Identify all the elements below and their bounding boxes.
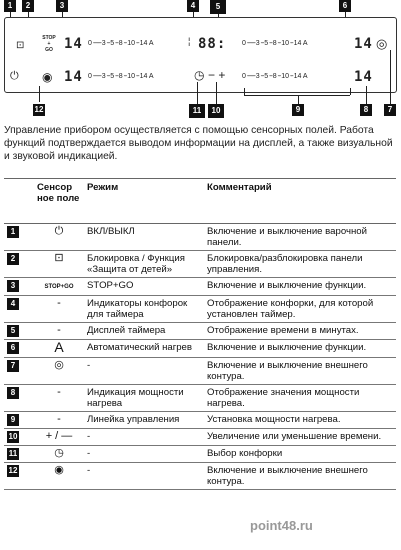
ring-icon: ◉ [42,70,53,84]
table-row [4,340,396,358]
row-number-badge: 7 [7,360,19,372]
row-sensor-field [34,385,84,412]
timer-icon: ◷ [54,447,64,459]
table-row [4,429,396,446]
row-number [4,358,34,385]
power-scale-top-right: 0 ------ 3 -- 5 -- 8 -- 10 -- 14 A [242,40,308,47]
callout-12: 12 [34,105,44,114]
row-sensor-field [34,278,84,296]
row-sensor-field [34,224,84,251]
row-mode: Дисплей таймера [84,323,204,340]
table-row [4,224,396,251]
row-sensor-field [34,358,84,385]
power-display-top-right: 14 [354,36,373,52]
table-row [4,446,396,463]
power-scale-bottom-right: 0 ------ 3 -- 5 -- 8 -- 10 -- 14 A [242,73,308,80]
row-comment: Установка мощности нагрева. [204,412,396,429]
no-icon-dash: - [57,297,61,309]
power-display-top-left: 14 [64,36,83,52]
outer-ring-icon: ◎ [376,36,388,51]
table-row [4,251,396,278]
power-display-bottom-right: 14 [354,69,373,85]
row-number [4,463,34,490]
timer-display: 88: [198,36,227,52]
row-number [4,429,34,446]
ring-icon: ◉ [54,464,64,476]
row-mode: Автоматический нагрев [84,340,204,358]
row-mode: - [84,463,204,490]
callout-1: 1 [4,0,16,12]
intro-paragraph: Управление прибором осуществляется с помощью сенсорных полей. Работа функций подтверждается выводом информации на дисплей, а также визуальной и звуковой индикацией. [4,125,393,162]
callout-7: 7 [384,104,396,116]
row-sensor-field [34,446,84,463]
power-scale-top-left: 0 ------ 3 -- 5 -- 8 -- 10 -- 14 A [88,40,154,47]
row-comment: Выбор конфорки [204,446,396,463]
watermark: point48.ru [250,518,313,533]
plus-minus-icon: + / — [45,430,73,442]
row-comment: Включение и выключение внешнего контура. [204,358,396,385]
power-display-bottom-left: 14 [64,69,83,85]
row-number [4,251,34,278]
stop-go-icon: STOP+GO [44,284,74,290]
callout-3: 3 [56,0,68,12]
row-number [4,412,34,429]
no-icon-dash: - [57,386,61,398]
callout-5: 5 [210,0,226,14]
no-icon-dash: - [57,324,61,336]
table-header-row [4,179,396,224]
header-mode: Режим [84,179,204,224]
table-row [4,385,396,412]
callout-4: 4 [187,0,199,12]
row-comment: Блокировка/разблокировка панели управления. [204,251,396,278]
table-row [4,296,396,323]
row-sensor-field [34,412,84,429]
power-icon: ⏻ [10,70,19,82]
burner-indicator-dots: ¦ [188,36,191,46]
power-scale-bottom-left: 0 ------ 3 -- 5 -- 8 -- 10 -- 14 A [88,73,154,80]
row-mode: - [84,429,204,446]
row-comment: Включение и выключение внешнего контура. [204,463,396,490]
row-mode: - [84,358,204,385]
row-comment: Включение и выключение функции. [204,278,396,296]
row-number-badge: 3 [7,280,19,292]
row-sensor-field [34,463,84,490]
callout-11: 11 [189,104,205,118]
row-number-badge: 8 [7,387,19,399]
auto-heat-icon: A [54,339,64,355]
row-comment: Включение и выключение варочной панели. [204,224,396,251]
row-number-badge: 2 [7,253,19,265]
row-number-badge: 1 [7,226,19,238]
row-mode: Индикация мощности нагрева [84,385,204,412]
callout-2: 2 [22,0,34,12]
row-number [4,385,34,412]
row-mode: Индикаторы конфорок для таймера [84,296,204,323]
row-comment: Отображение значения мощности нагрева. [204,385,396,412]
control-panel-diagram [0,0,401,120]
table-row [4,358,396,385]
row-number-badge: 10 [8,432,18,441]
table-row [4,463,396,490]
table-row [4,412,396,429]
row-mode: Линейка управления [84,412,204,429]
callout-6: 6 [339,0,351,12]
row-comment: Отображение времени в минутах. [204,323,396,340]
row-number-badge: 9 [7,414,19,426]
header-comment: Комментарий [204,179,396,224]
row-mode: STOP+GO [84,278,204,296]
no-icon-dash: - [57,413,61,425]
row-sensor-field [34,251,84,278]
row-sensor-field [34,429,84,446]
header-field: Сенсор ное поле [34,179,84,224]
plus-minus-icon: − + [208,68,226,82]
row-number [4,323,34,340]
row-number [4,278,34,296]
timer-icon: ◷ [194,68,205,82]
row-number-badge: 6 [7,342,19,354]
row-mode: Блокировка / Функция «Защита от детей» [84,251,204,278]
row-number [4,340,34,358]
power-icon: ⏻ [54,225,64,237]
row-number [4,224,34,251]
lock-icon: ⊡ [16,40,25,51]
row-number-badge: 12 [8,466,18,475]
controls-table [4,178,396,490]
row-comment: Отображение конфорки, для которой установлен таймер. [204,296,396,323]
callout-8: 8 [360,104,372,116]
row-mode: - [84,446,204,463]
row-mode: ВКЛ/ВЫКЛ [84,224,204,251]
stop-go-icon: STOP + GO [42,35,56,53]
row-number-badge: 4 [7,298,19,310]
row-number-badge: 5 [7,325,19,337]
row-number [4,446,34,463]
row-number [4,296,34,323]
callout-10: 10 [208,104,224,118]
callout-9: 9 [292,104,304,116]
lock-icon: ⊡ [54,252,64,264]
row-comment: Включение и выключение функции. [204,340,396,358]
row-sensor-field [34,323,84,340]
header-num [4,179,34,224]
row-number-badge: 11 [8,449,18,458]
row-comment: Увеличение или уменьшение времени. [204,429,396,446]
outer-ring-icon: ◎ [54,359,64,371]
row-sensor-field [34,296,84,323]
row-sensor-field [34,340,84,358]
table-row [4,278,396,296]
table-row [4,323,396,340]
